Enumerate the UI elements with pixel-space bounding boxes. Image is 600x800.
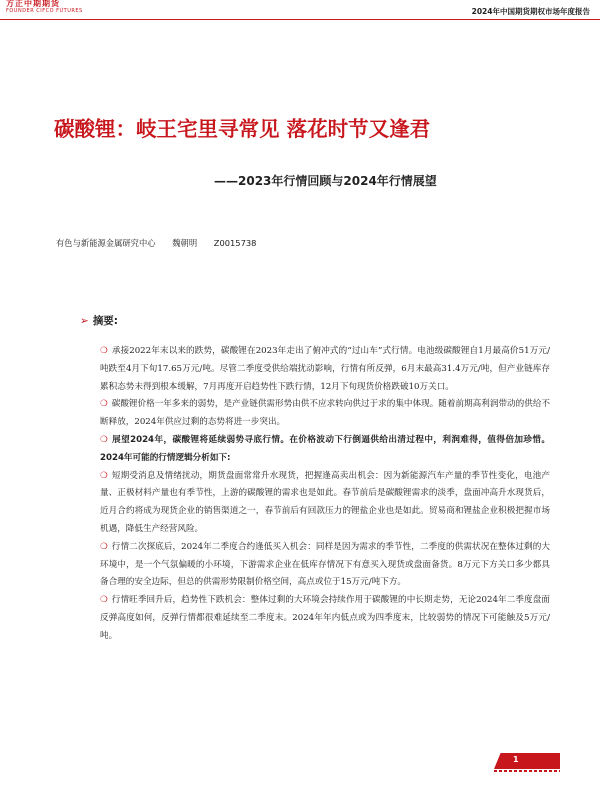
- author-id: Z0015738: [213, 238, 257, 248]
- page-number: 1: [513, 755, 519, 764]
- logo-text: 方正中期期货: [6, 0, 60, 8]
- abstract-paragraph: [100, 539, 550, 592]
- author-department: 有色与新能源金属研究中心: [56, 238, 156, 248]
- abstract-paragraph: [100, 432, 550, 468]
- page-header: [0, 0, 600, 18]
- header-divider: [0, 19, 600, 20]
- logo-subtext: FOUNDER CIFCO FUTURES: [6, 8, 83, 14]
- company-logo: [6, 0, 83, 15]
- abstract-paragraph: [100, 468, 550, 539]
- bullet-circle-icon: ❍: [100, 541, 108, 552]
- paragraph-text: 行情二次探底后，2024年二季度合约逢低买入机会：同样是因为需求的季节性，二季度的供需状况在整体过剩的大环境中，是一个气氛偏暖的小环境，下游需求企业在低库存情况下有意买入现货或盘面备货。8万元下方关口多少都具备合理的安全边际，但总的供需形势限制价格空间，高点或位于15万元/吨下方。: [100, 541, 550, 588]
- abstract-paragraph: [100, 592, 550, 645]
- author-line: [56, 237, 270, 249]
- paragraph-text: 承接2022年末以来的跌势，碳酸锂在2023年走出了俯冲式的“过山车”式行情。电池级碳酸锂自1月最高价51万元/吨跌至4月下旬17.65万元/吨。尽管二季度受供给端扰动影响，行情有所反弹，6月末最高31.4万元/吨，但产业链库存累积态势未得到根本缓解，7月再度开启趋势性下跌行情，12月下旬现货价格跌破10万关口。: [100, 346, 550, 392]
- page-subtitle: ——2023年行情回顾与2024年行情展望: [214, 174, 437, 188]
- abstract-body: [100, 343, 550, 646]
- bullet-circle-icon: ❍: [100, 346, 108, 356]
- abstract-paragraph: [100, 343, 550, 396]
- paragraph-text: 展望2024年，碳酸锂将延续弱势寻底行情。在价格波动下行倒逼供给出清过程中，利润难得，值得倍加珍惜。2024年可能的行情逻辑分析如下:: [100, 434, 550, 463]
- bullet-circle-icon: ❍: [100, 595, 108, 606]
- bullet-circle-icon: ❍: [100, 470, 108, 481]
- paragraph-text: 行情旺季回升后，趋势性下跌机会：整体过剩的大环境会持续作用于碳酸锂的中长期走势，无论2024年二季度盘面反弹高度如何，反弹行情都很难延续至二季度末。2024年年内低点或为四季度末，比较弱势的情况下可能触及5万元/吨。: [100, 595, 550, 641]
- page-title: 碳酸锂：岐王宅里寻常见 落花时节又逢君: [54, 117, 431, 141]
- page-footer-dots: [494, 770, 560, 772]
- abstract-paragraph: [100, 396, 550, 432]
- abstract-heading-label: 摘要:: [92, 315, 119, 327]
- arrow-right-icon: ➢: [80, 315, 89, 327]
- report-name: 2024年中国期货期权市场年度报告: [471, 7, 590, 16]
- abstract-heading: [80, 313, 118, 328]
- paragraph-text: 短期受消息及情绪扰动，期货盘面常常升水现货，把握逢高卖出机会：因为新能源汽车产量的季节性变化，电池产量、正极材料产量也有季节性，上游的碳酸锂的需求也是如此。春节前后是碳酸锂需求的淡季，盘面冲高升水现货后，近月合约将成为现货企业的销售渠道之一，春节前后有回款压力的锂盐企业也是如此。贸易商和锂盐企业积极把握市场机遇，降低生产经营风险。: [100, 470, 550, 534]
- bullet-circle-icon: ❍: [100, 399, 108, 410]
- bullet-circle-icon: ❍: [100, 434, 108, 445]
- paragraph-text: 碳酸锂价格一年多来的弱势，是产业链供需形势由供不应求转向供过于求的集中体现。随着前期高利润带动的供给不断释放，2024年供应过剩的态势将进一步突出。: [100, 399, 551, 428]
- author-name: 魏朝明: [172, 238, 198, 248]
- page-number-tab: [494, 753, 560, 769]
